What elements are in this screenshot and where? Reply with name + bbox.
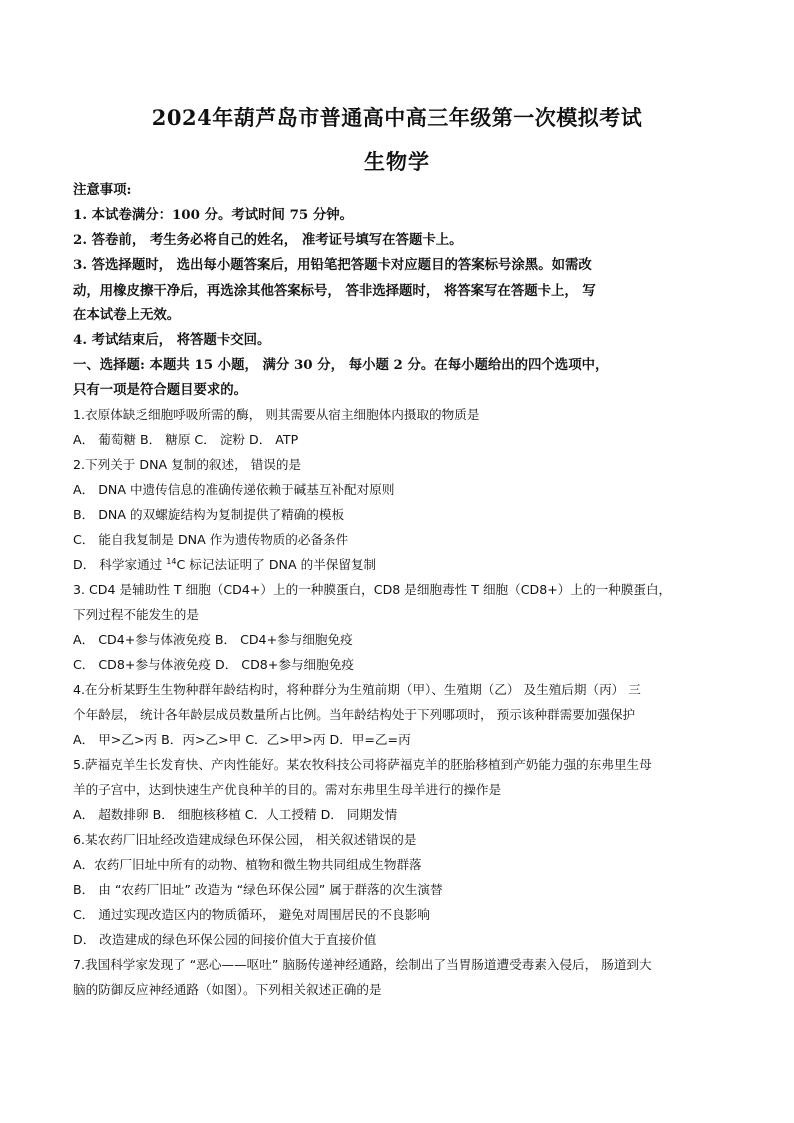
q2-option-c: C． 能自我复制是 DNA 作为遗传物质的必备条件	[73, 532, 349, 547]
q5-options: A． 超数排卵 B． 细胞核移植 C．人工授精 D． 同期发情	[73, 807, 398, 822]
q3-stem: 3. CD4 是辅助性 T 细胞（CD4+）上的一种膜蛋白，CD8 是细胞毒性 T 细胞（CD8+）上的一种膜蛋白，	[73, 582, 672, 597]
notice-item-3: 3. 答选择题时， 选出每小题答案后，用铅笔把答题卡对应题目的答案标号涂黑。如需改	[73, 257, 592, 273]
q5-stem: 5.萨福克羊生长发育快、产肉性能好。某农牧科技公司将萨福克羊的胚胎移植到产奶能力强的东弗里生母	[73, 757, 652, 772]
q3-options-cd: C． CD8+参与体液免疫 D． CD8+参与细胞免疫	[73, 657, 354, 672]
q1-stem: 1.衣原体缺乏细胞呼吸所需的酶， 则其需要从宿主细胞体内摄取的物质是	[73, 407, 480, 422]
q5-stem-cont: 羊的子宫中，达到快速生产优良种羊的目的。需对东弗里生母羊进行的操作是	[73, 782, 502, 797]
q4-options: A． 甲>乙>丙 B．丙>乙>甲 C．乙>甲>丙 D．甲=乙=丙	[73, 732, 411, 747]
q6-option-d: D． 改造建成的绿色环保公园的间接价值大于直接价值	[73, 932, 377, 947]
q3-stem-cont: 下列过程不能发生的是	[73, 607, 199, 622]
notice-item-4: 4. 考试结束后， 将答题卡交回。	[73, 332, 271, 348]
q3-options-ab: A． CD4+参与体液免疫 B． CD4+参与细胞免疫	[73, 632, 353, 647]
notice-item-3-end: 在本试卷上无效。	[73, 307, 181, 323]
q2-option-d	[73, 556, 723, 574]
q2-option-a: A． DNA 中遗传信息的准确传递依赖于碱基互补配对原则	[73, 482, 395, 497]
notice-heading: 注意事项:	[73, 182, 132, 198]
exam-title: 2024年葫芦岛市普通高中高三年级第一次模拟考试	[151, 105, 643, 130]
q4-stem: 4.在分析某野生生物种群年龄结构时，将种群分为生殖前期（甲）、生殖期（乙） 及生殖后期（丙） 三	[73, 682, 641, 697]
subject-title: 生物学	[364, 149, 430, 174]
q1-options: A． 葡萄糖 B． 糖原 C． 淀粉 D． ATP	[73, 432, 299, 447]
notice-item-3-cont: 动，用橡皮擦干净后，再选涂其他答案标号， 答非选择题时， 将答案写在答题卡上， 写	[73, 283, 596, 299]
q6-option-b: B． 由 “农药厂旧址” 改造为 “绿色环保公园” 属于群落的次生演替	[73, 882, 443, 897]
section-heading-cont: 只有一项是符合题目要求的。	[73, 382, 248, 398]
q2-option-d-post: C 标记法证明了 DNA 的半保留复制	[176, 557, 377, 572]
q7-stem-cont: 脑的防御反应神经通路（如图）。下列相关叙述正确的是	[73, 982, 382, 997]
q6-stem: 6.某农药厂旧址经改造建成绿色环保公园， 相关叙述错误的是	[73, 832, 417, 847]
q2-stem: 2.下列关于 DNA 复制的叙述， 错误的是	[73, 457, 302, 472]
q6-option-c: C． 通过实现改造区内的物质循环， 避免对周围居民的不良影响	[73, 907, 430, 922]
q6-option-a: A．农药厂旧址中所有的动物、植物和微生物共同组成生物群落	[73, 857, 422, 872]
q2-option-d-pre: D． 科学家通过	[73, 557, 167, 572]
section-heading: 一、选择题: 本题共 15 小题， 满分 30 分， 每小题 2 分。在每小题给出的四个选项中，	[73, 357, 609, 373]
q2-option-b: B． DNA 的双螺旋结构为复制提供了精确的模板	[73, 507, 345, 522]
notice-item-1: 1. 本试卷满分：100 分。考试时间 75 分钟。	[73, 207, 354, 223]
notice-item-2: 2. 答卷前， 考生务必将自己的姓名， 准考证号填写在答题卡上。	[73, 232, 463, 248]
q7-stem: 7.我国科学家发现了 “恶心——呕吐” 脑肠传递神经通路，绘制出了当胃肠道遭受毒素入侵后， 肠道到大	[73, 957, 652, 972]
q2-option-d-sup: 14	[166, 557, 177, 566]
q4-stem-cont: 个年龄层， 统计各年龄层成员数量所占比例。当年龄结构处于下列哪项时， 预示该种群需要加强保护	[73, 707, 636, 722]
